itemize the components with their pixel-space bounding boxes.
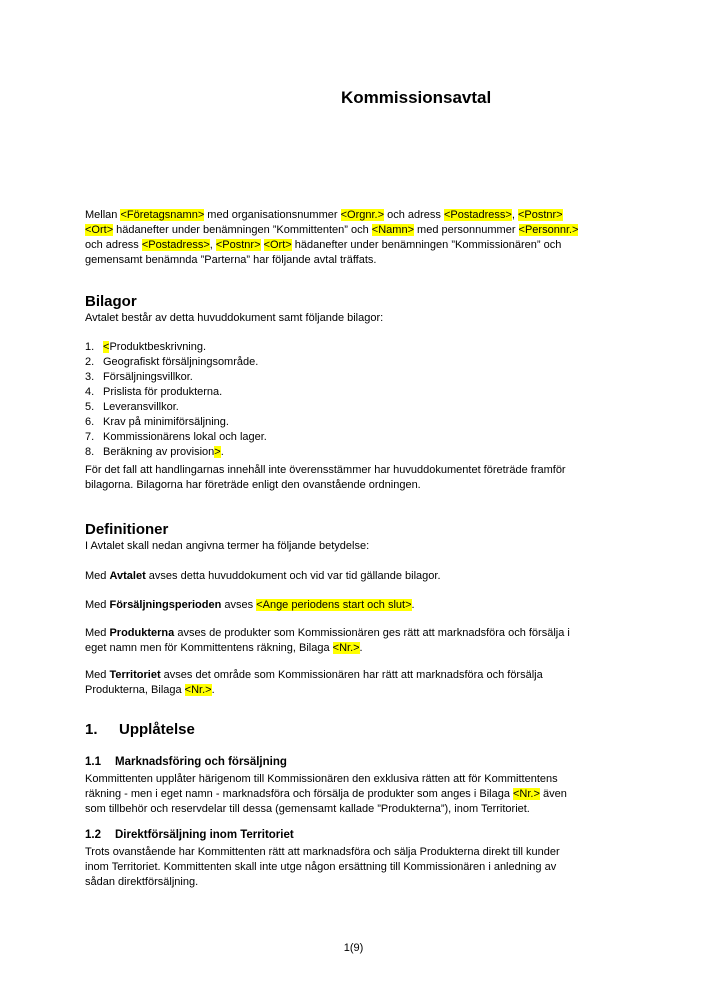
section-1-1-heading — [85, 755, 685, 770]
text-run: inom Territoriet. Kommittenten skall inte utge någon ersättning till Kommissionären i anledning av — [85, 861, 557, 873]
list-item — [85, 370, 685, 385]
document-title: Kommissionsavtal — [341, 88, 492, 107]
text-run: och adress — [384, 209, 444, 221]
bilagor-heading: Bilagor — [85, 293, 137, 310]
text-run: . — [411, 599, 415, 611]
text-run: räkning - men i eget namn - marknadsföra och försälja de produkter som anges i Bilaga — [85, 788, 513, 800]
text-run: . — [211, 684, 215, 696]
list-item-text — [103, 355, 685, 370]
placeholder-highlight: <Postnr> — [517, 209, 563, 221]
section-1-2-heading — [85, 828, 685, 843]
placeholder-highlight: <Nr.> — [513, 788, 540, 800]
text-run: gemensamt benämnda ”Parterna” har följande avtal träffats. — [85, 254, 377, 266]
section-1-title: Upplåtelse — [119, 721, 195, 738]
bold-term: Territoriet — [109, 669, 161, 681]
definitioner-heading: Definitioner — [85, 521, 169, 538]
document-content — [85, 0, 685, 901]
text-run: Prislista för produkterna. — [103, 386, 223, 398]
list-item-number: 1. — [85, 341, 95, 353]
text-run: . — [220, 446, 224, 458]
placeholder-highlight: <Postnr> — [215, 239, 261, 251]
list-item-number: 6. — [85, 416, 95, 428]
page-number: 1(9) — [343, 942, 364, 954]
text-run: Trots ovanstående har Kommittenten rätt att marknadsföra och sälja Produkterna direkt till kunder — [85, 846, 560, 858]
text-run: Med — [85, 599, 110, 611]
list-item — [85, 355, 685, 370]
section-1-1-title: Marknadsföring och försäljning — [115, 756, 287, 768]
list-item-number: 4. — [85, 386, 95, 398]
text-run: även — [539, 788, 567, 800]
placeholder-highlight: <Nr.> — [332, 642, 360, 654]
definition-avtalet — [85, 569, 685, 584]
text-run: med personnummer — [414, 224, 519, 236]
text-run: bilagorna. Bilagorna har företräde enligt den ovanstående ordningen. — [85, 479, 421, 491]
placeholder-highlight: < — [103, 341, 110, 353]
text-run: som tillbehör och reservdelar till dessa (gemensamt kallade ”Produkterna”), inom Territoriet. — [85, 803, 530, 815]
definition-territoriet — [85, 668, 685, 698]
placeholder-highlight: <Ort> — [263, 239, 292, 251]
list-item-text — [103, 415, 685, 430]
text-run: . — [359, 642, 363, 654]
list-item-text — [103, 445, 685, 460]
list-item-number: 2. — [85, 356, 95, 368]
section-1-1-number: 1.1 — [85, 756, 101, 768]
list-item — [85, 430, 685, 445]
list-item — [85, 385, 685, 400]
list-item-number: 8. — [85, 446, 95, 458]
bilagor-list — [85, 340, 685, 460]
section-1-number: 1. — [85, 721, 98, 738]
definition-produkterna — [85, 626, 685, 656]
text-run: Försäljningsvillkor. — [103, 371, 193, 383]
text-run: , — [209, 239, 216, 251]
placeholder-highlight: > — [214, 446, 221, 458]
precedence-paragraph — [85, 463, 685, 493]
section-1-2-body — [85, 845, 685, 890]
bold-term: Försäljningsperioden — [109, 599, 222, 611]
text-run: Leveransvillkor. — [103, 401, 179, 413]
list-item — [85, 340, 685, 355]
text-run: avses det område som Kommissionären har rätt att marknadsföra och försälja — [160, 669, 543, 681]
text-run: hädanefter under benämningen ”Kommissionären” och — [291, 239, 562, 251]
list-item-number: 5. — [85, 401, 95, 413]
list-item-number: 7. — [85, 431, 95, 443]
list-item-text — [103, 430, 685, 445]
section-1-1-body — [85, 772, 685, 817]
list-item-text — [103, 385, 685, 400]
placeholder-highlight: <Ort> — [85, 224, 114, 236]
list-item-text — [103, 340, 685, 355]
intro-paragraph — [85, 208, 685, 268]
section-1-2-title: Direktförsäljning inom Territoriet — [115, 829, 294, 841]
placeholder-highlight: <Ange periodens start och slut> — [256, 599, 412, 611]
bilagor-lead: Avtalet består av detta huvuddokument samt följande bilagor: — [85, 312, 384, 324]
placeholder-highlight: <Nr.> — [184, 684, 212, 696]
text-run: Kommittenten upplåter härigenom till Kommissionären den exklusiva rätten att för Kommittentens — [85, 773, 558, 785]
list-item — [85, 445, 685, 460]
placeholder-highlight: <Företagsnamn> — [120, 209, 205, 221]
text-run: avses de produkter som Kommissionären ges rätt att marknadsföra och försälja i — [174, 627, 570, 639]
text-run: Med — [85, 669, 110, 681]
list-item-text — [103, 400, 685, 415]
text-run: Kommissionärens lokal och lager. — [103, 431, 267, 443]
text-run: Beräkning av provision — [103, 446, 215, 458]
list-item-text — [103, 370, 685, 385]
text-run: eget namn men för Kommittentens räkning, Bilaga — [85, 642, 333, 654]
text-run: sådan direktförsäljning. — [85, 876, 199, 888]
placeholder-highlight: <Postadress> — [443, 209, 512, 221]
section-1-2-number: 1.2 — [85, 829, 101, 841]
placeholder-highlight: <Personnr.> — [518, 224, 579, 236]
bold-term: Avtalet — [109, 570, 146, 582]
text-run: och adress — [85, 239, 142, 251]
text-run: Med — [85, 627, 110, 639]
text-run: Mellan — [85, 209, 121, 221]
text-run: avses — [221, 599, 257, 611]
list-item — [85, 400, 685, 415]
placeholder-highlight: <Orgnr.> — [340, 209, 385, 221]
list-item — [85, 415, 685, 430]
text-run: avses detta huvuddokument och vid var tid gällande bilagor. — [145, 570, 441, 582]
text-run: , — [511, 209, 518, 221]
placeholder-highlight: <Namn> — [371, 224, 414, 236]
bold-term: Produkterna — [109, 627, 175, 639]
text-run: För det fall att handlingarnas innehåll inte överensstämmer har huvuddokumentet företräde framför — [85, 464, 566, 476]
text-run: Geografiskt försäljningsområde. — [103, 356, 259, 368]
text-run: hädanefter under benämningen ”Kommittenten” och — [113, 224, 372, 236]
text-run: Produkterna, Bilaga — [85, 684, 185, 696]
definitioner-lead: I Avtalet skall nedan angivna termer ha följande betydelse: — [85, 540, 370, 552]
definition-forsaljningsperioden — [85, 598, 685, 613]
text-run: Krav på minimiförsäljning. — [103, 416, 229, 428]
text-run: med organisationsnummer — [204, 209, 341, 221]
placeholder-highlight: <Postadress> — [141, 239, 210, 251]
text-run: Produktbeskrivning. — [109, 341, 207, 353]
text-run: Med — [85, 570, 110, 582]
section-1-heading — [85, 720, 685, 739]
list-item-number: 3. — [85, 371, 95, 383]
